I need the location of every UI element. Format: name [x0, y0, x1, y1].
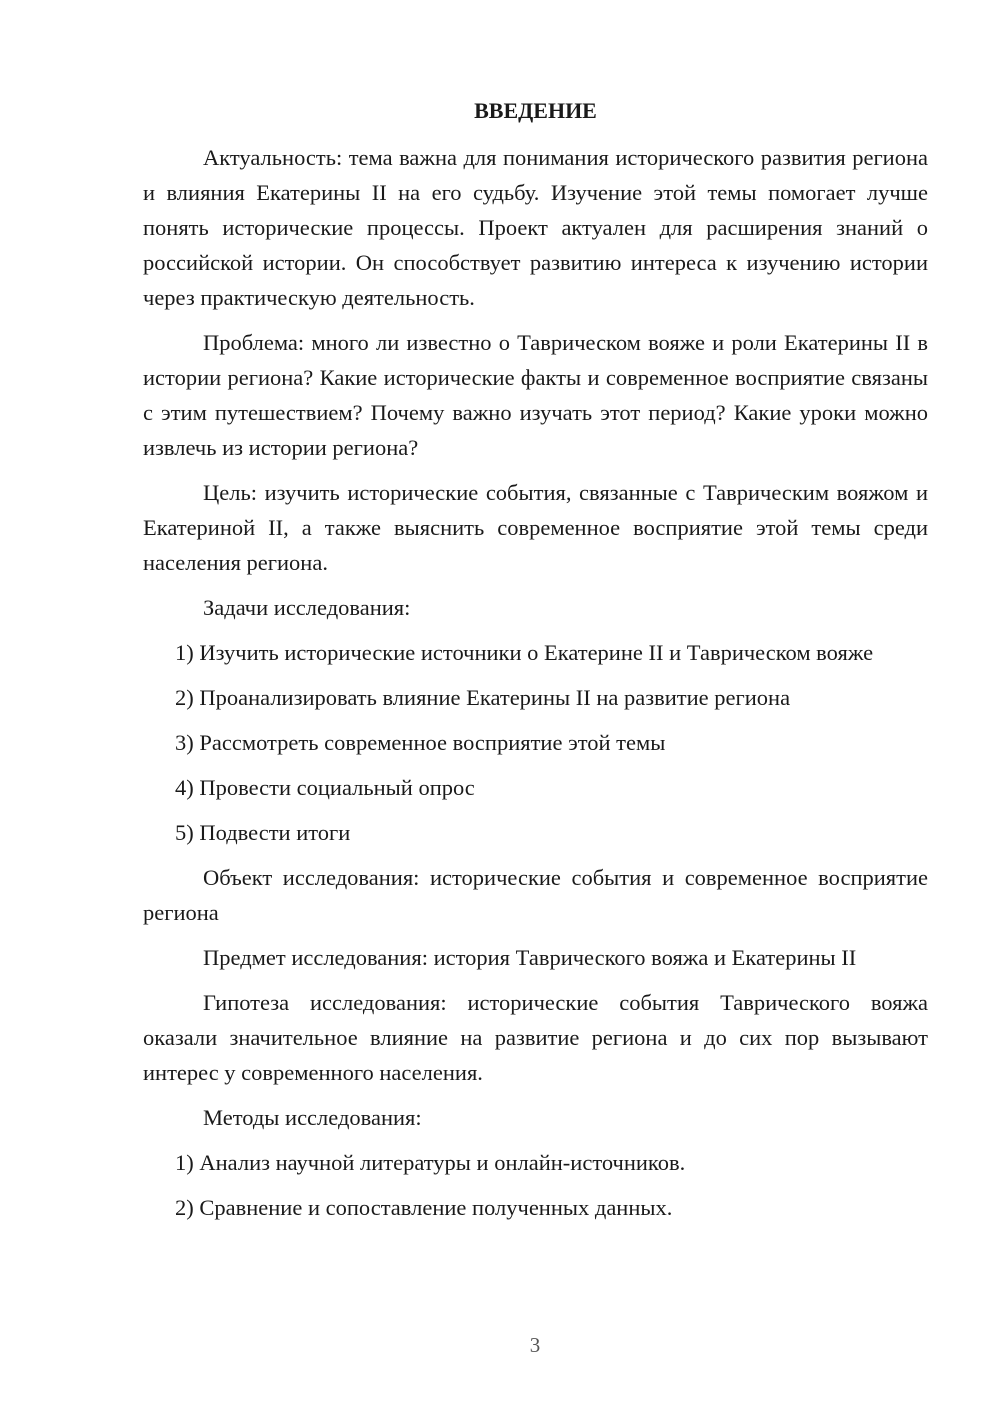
- method-item-2: 2) Сравнение и сопоставление полученных данных.: [175, 1195, 673, 1220]
- task-item-3: 3) Рассмотреть современное восприятие этой темы: [175, 730, 666, 755]
- hypothesis-paragraph: Гипотеза исследования: исторические события Таврического вояжа оказали значительное влияние на развитие региона и до сих пор вызывают интерес у современного населения.: [143, 990, 928, 1085]
- task-item-1: 1) Изучить исторические источники о Екатерине II и Таврическом вояже: [175, 640, 874, 665]
- task-item-5: 5) Подвести итоги: [175, 820, 351, 845]
- problem-paragraph: Проблема: много ли известно о Таврическом вояже и роли Екатерины II в истории региона? Какие исторические факты и современное восприятие связаны с этим путешествием? Почему важно изучать этот период? Какие уроки можно извлечь из истории региона?: [143, 330, 928, 460]
- page-number: 3: [529, 1333, 541, 1357]
- goal-paragraph: Цель: изучить исторические события, связанные с Таврическим вояжом и Екатериной II, а также выяснить современное восприятие этой темы среди населения региона.: [143, 480, 928, 575]
- object-paragraph: Объект исследования: исторические события и современное восприятие региона: [143, 865, 928, 925]
- method-item-1: 1) Анализ научной литературы и онлайн-источников.: [175, 1150, 686, 1175]
- section-heading: ВВЕДЕНИЕ: [474, 98, 597, 123]
- task-item-2: 2) Проанализировать влияние Екатерины II на развитие региона: [175, 685, 791, 710]
- subject-paragraph: Предмет исследования: история Таврического вояжа и Екатерины II: [203, 945, 857, 970]
- tasks-label: Задачи исследования:: [203, 595, 411, 620]
- page-body: [143, 96, 928, 1235]
- relevance-paragraph: Актуальность: тема важна для понимания исторического развития региона и влияния Екатерины II на его судьбу. Изучение этой темы помогает лучше понять исторические процессы. Проект актуален для расширения знаний о российской истории. Он способствует развитию интереса к изучению истории через практическую деятельность.: [143, 145, 928, 310]
- methods-label: Методы исследования:: [203, 1105, 422, 1130]
- task-item-4: 4) Провести социальный опрос: [175, 775, 475, 800]
